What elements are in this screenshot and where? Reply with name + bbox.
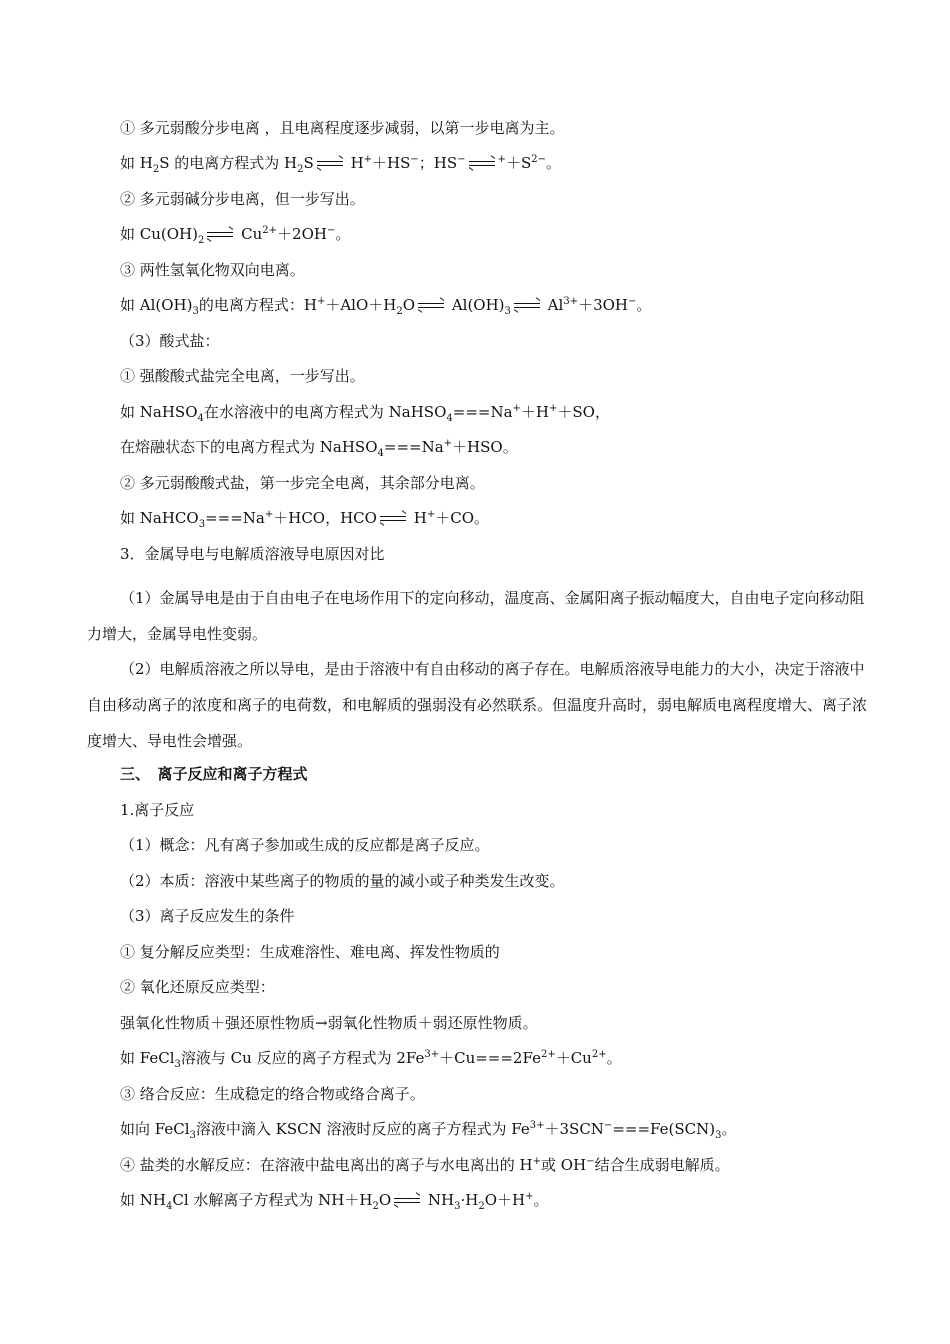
text-line: ④ 盐类的水解反应：在溶液中盐电离出的离子与水电离出的 H+或 OH−结合生成弱电解质。 xyxy=(120,1156,730,1174)
text-line: 1.离子反应 xyxy=(120,801,195,819)
equilibrium-arrow-icon xyxy=(207,230,233,240)
text-line: 如向 FeCl$_3$溶液中滴入 KSCN 溶液时反应的离子方程式为 $Fe^{3+}+3SCN^-===Fe(SCN)_3$。 xyxy=(120,1120,737,1141)
equilibrium-arrow-icon xyxy=(380,514,406,524)
text-line: 如 NaHSO$_4$在水溶液中的电离方程式为 NaHSO$_4$===Na+＋H+＋SO， xyxy=(120,403,610,424)
equilibrium-arrow-icon xyxy=(514,301,540,311)
text-line: ③ 络合反应：生成稳定的络合物或络合离子。 xyxy=(120,1085,425,1103)
text-line: ① 复分解反应类型：生成难溶性、难电离、挥发性物质的 xyxy=(120,943,500,961)
text-line: ② 多元弱酸酸式盐，第一步完全电离，其余部分电离。 xyxy=(120,474,485,492)
text-line: 如 FeCl$_3$溶液与 Cu 反应的离子方程式为 $2Fe^{3+}+Cu===2Fe^{2+}+Cu^{2+}$。 xyxy=(120,1049,622,1070)
section-heading: 三、 离子反应和离子方程式 xyxy=(120,765,308,783)
equilibrium-arrow-icon xyxy=(394,1196,420,1206)
text-line: 强氧化性物质＋强还原性物质→弱氧化性物质＋弱还原性物质。 xyxy=(120,1014,538,1032)
text-line: ③ 两性氢氧化物双向电离。 xyxy=(120,261,305,279)
text-line: ② 多元弱碱分步电离，但一步写出。 xyxy=(120,190,365,208)
text-line: （3）酸式盐： xyxy=(120,332,220,350)
text-line: 在熔融状态下的电离方程式为 NaHSO$_4$===Na+＋HSO。 xyxy=(120,438,518,459)
text-line: ① 多元弱酸分步电离 ，且电离程度逐步减弱，以第一步电离为主。 xyxy=(120,119,565,137)
equilibrium-arrow-icon xyxy=(317,159,343,169)
text-line: 如 $Cu(OH)_2$ $Cu^{2+}+2OH^-$。 xyxy=(120,225,351,246)
text-line: 如 NaHCO$_3$===Na+＋HCO，HCO H+＋CO。 xyxy=(120,509,489,530)
paragraph: （1）金属导电是由于自由电子在电场作用下的定向移动，温度高、金属阳离子振动幅度大，自由电子定向移动阻力增大，金属导电性变弱。 xyxy=(87,589,865,643)
paragraph: （2）电解质溶液之所以导电，是由于溶液中有自由移动的离子存在。电解质溶液导电能力的大小，决定于溶液中自由移动离子的浓度和离子的电荷数，和电解质的强弱没有必然联系。但温度升高时，弱电解质电离程度增大、离子浓度增大、导电性会增强。 xyxy=(87,660,868,750)
text-line: ① 强酸酸式盐完全电离，一步写出。 xyxy=(120,367,365,385)
text-line: （1）概念：凡有离子参加或生成的反应都是离子反应。 xyxy=(120,836,490,854)
equilibrium-arrow-icon xyxy=(418,301,444,311)
text-line: ② 氧化还原反应类型： xyxy=(120,978,275,996)
text-line: 如 $H_2S$ 的电离方程式为 $H_2S$ H+＋HS−；HS− $^++S^{2-}$。 xyxy=(120,154,561,175)
text-line: 如 $NH_4Cl$ 水解离子方程式为 $NH+H_2O$ $NH_3\cdot H_2O+H^+$。 xyxy=(120,1191,549,1212)
text-line: 3．金属导电与电解质溶液导电原因对比 xyxy=(120,545,385,563)
text-line: 如 $Al(OH)_3$的电离方程式：$H^++AlO+H_2O$ $Al(OH)_3$ $Al^{3+}+3OH^-$。 xyxy=(120,296,652,317)
equilibrium-arrow-icon xyxy=(469,159,495,169)
text-line: （3）离子反应发生的条件 xyxy=(120,907,295,925)
text-line: （2）本质：溶液中某些离子的物质的量的减小或子种类发生改变。 xyxy=(120,872,565,890)
